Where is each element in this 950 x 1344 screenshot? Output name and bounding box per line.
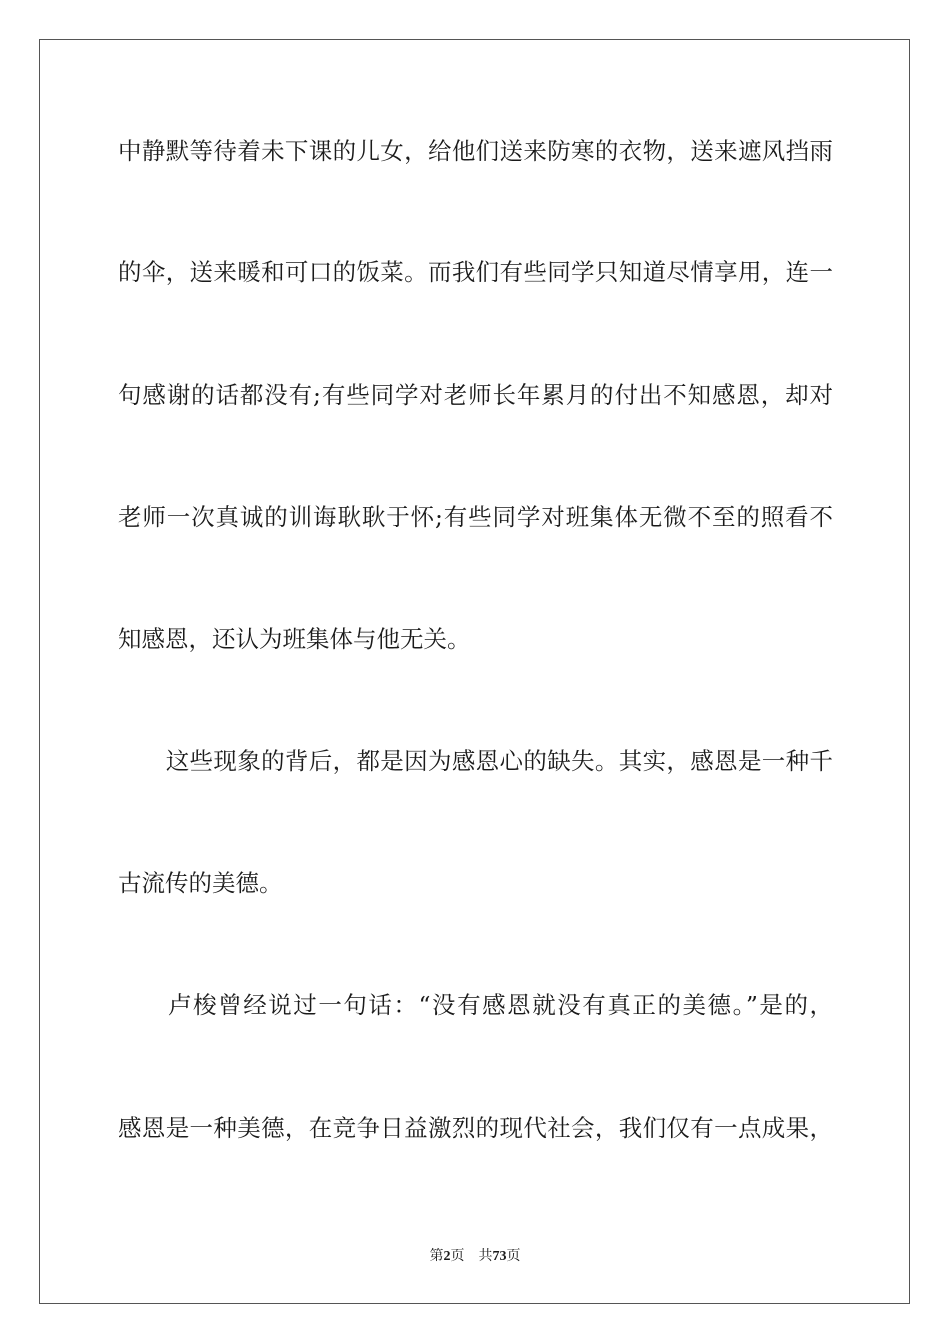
body-text-line: 这些现象的背后，都是因为感恩心的缺失。其实，感恩是一种千: [118, 747, 833, 775]
body-text-line: 的伞，送来暖和可口的饭菜。而我们有些同学只知道尽情享用，连一: [118, 258, 833, 286]
page-suffix: 页: [450, 1248, 465, 1264]
body-text-line: 感恩是一种美德，在竞争日益激烈的现代社会，我们仅有一点成果，: [118, 1114, 833, 1142]
body-text-line: 中静默等待着未下课的儿女，给他们送来防寒的衣物，送来遮风挡雨: [118, 137, 833, 165]
page-prefix: 第: [429, 1248, 444, 1264]
body-text-line: 知感恩，还认为班集体与他无关。: [118, 625, 471, 653]
page-number: 2: [443, 1249, 451, 1264]
body-text-line: 卢梭曾经说过一句话：“没有感恩就没有真正的美德。”是的，: [118, 991, 833, 1019]
total-suffix: 页: [506, 1248, 521, 1264]
body-text-line: 古流传的美德。: [118, 869, 283, 897]
total-prefix: 共: [478, 1248, 493, 1264]
body-text-line: 句感谢的话都没有;有些同学对老师长年累月的付出不知感恩，却对: [118, 381, 833, 409]
total-pages: 73: [492, 1249, 507, 1264]
body-text-line: 老师一次真诚的训诲耿耿于怀;有些同学对班集体无微不至的照看不: [118, 503, 833, 531]
page-footer: [0, 1246, 950, 1267]
